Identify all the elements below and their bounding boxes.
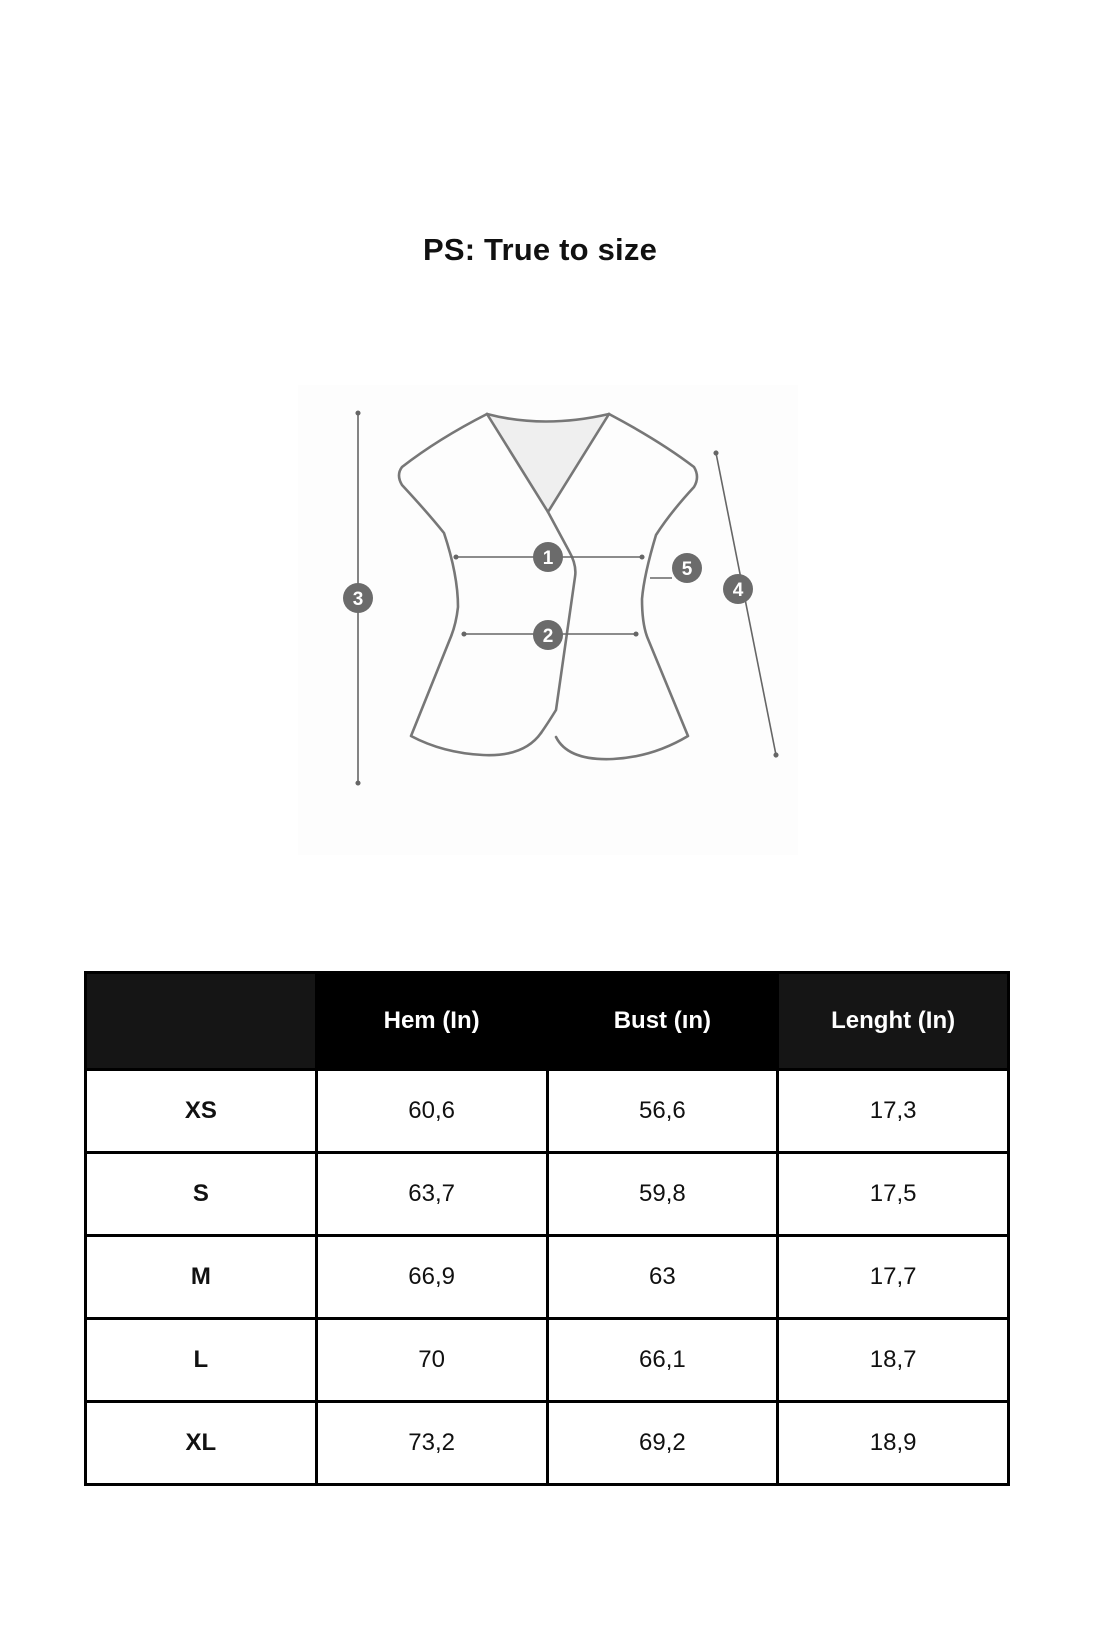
header-bust: Bust (ın) xyxy=(547,973,778,1070)
size-cell: L xyxy=(86,1319,317,1402)
bust-cell: 59,8 xyxy=(547,1153,778,1236)
size-chart-table xyxy=(84,971,1010,1486)
size-cell: XL xyxy=(86,1402,317,1485)
svg-text:4: 4 xyxy=(732,580,744,601)
side-length-measure-line xyxy=(716,453,776,755)
garment-measurement-diagram xyxy=(298,385,798,855)
length-cell: 18,7 xyxy=(778,1319,1009,1402)
bust-cell: 56,6 xyxy=(547,1070,778,1153)
hem-cell: 63,7 xyxy=(316,1153,547,1236)
svg-text:2: 2 xyxy=(542,626,554,647)
svg-text:5: 5 xyxy=(681,559,693,580)
hem-cell: 70 xyxy=(316,1319,547,1402)
hem-cell: 73,2 xyxy=(316,1402,547,1485)
header-hem: Hem (In) xyxy=(316,973,547,1070)
length-cell: 17,3 xyxy=(778,1070,1009,1153)
hem-cell: 60,6 xyxy=(316,1070,547,1153)
hem-cell: 66,9 xyxy=(316,1236,547,1319)
page-title: PS: True to size xyxy=(422,232,658,267)
table-row xyxy=(86,1402,1009,1485)
header-length: Lenght (In) xyxy=(778,973,1009,1070)
header-size xyxy=(86,973,317,1070)
size-cell: S xyxy=(86,1153,317,1236)
bust-cell: 66,1 xyxy=(547,1319,778,1402)
neckline-shape xyxy=(487,414,609,512)
svg-text:3: 3 xyxy=(352,589,364,610)
table-row xyxy=(86,1236,1009,1319)
marker-2-icon xyxy=(533,620,563,650)
length-cell: 17,7 xyxy=(778,1236,1009,1319)
marker-3-icon xyxy=(343,583,373,613)
svg-text:1: 1 xyxy=(542,548,554,569)
length-cell: 18,9 xyxy=(778,1402,1009,1485)
table-row xyxy=(86,1319,1009,1402)
marker-4-icon xyxy=(723,574,753,604)
marker-5-icon xyxy=(672,553,702,583)
size-cell: XS xyxy=(86,1070,317,1153)
bust-cell: 63 xyxy=(547,1236,778,1319)
size-cell: M xyxy=(86,1236,317,1319)
table-row xyxy=(86,1070,1009,1153)
vest-illustration xyxy=(298,385,798,855)
length-cell: 17,5 xyxy=(778,1153,1009,1236)
marker-1-icon xyxy=(533,542,563,572)
table-header-row xyxy=(86,973,1009,1070)
bust-cell: 69,2 xyxy=(547,1402,778,1485)
table-row xyxy=(86,1153,1009,1236)
